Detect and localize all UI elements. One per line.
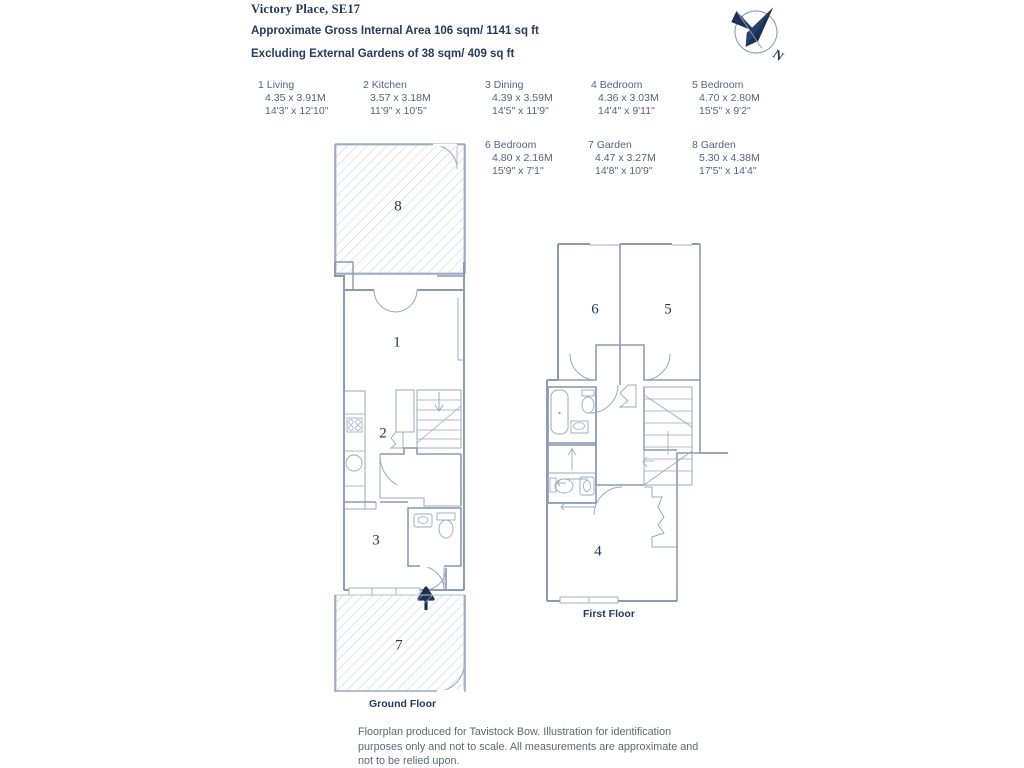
legend-metric-dimensions: 5.30 x 4.38M	[699, 152, 760, 164]
legend-metric-dimensions: 4.80 x 2.16M	[492, 152, 553, 164]
bedroom-4-door-arc	[594, 487, 622, 515]
legend-item-5	[692, 79, 760, 118]
floor-label-ground: Ground Floor	[369, 698, 437, 710]
staircase-ground	[391, 390, 461, 448]
legend-room-name: 1 Living	[258, 79, 295, 91]
legend-imperial-dimensions: 15'5" x 9'2"	[699, 105, 751, 117]
room-number-5: 5	[664, 301, 672, 318]
hallway	[380, 448, 461, 506]
legend-metric-dimensions: 4.39 x 3.59M	[492, 92, 553, 104]
legend-room-name: 6 Bedroom	[485, 139, 537, 151]
bathroom-door-arc	[590, 385, 618, 413]
legend-room-name: 8 Garden	[692, 139, 736, 151]
excluding-gardens-line: Excluding External Gardens of 38 sqm/ 409 sq ft	[251, 48, 515, 60]
legend-room-name: 4 Bedroom	[591, 79, 643, 91]
basin-icon	[414, 514, 432, 527]
hob-icon	[347, 418, 362, 432]
first-floor-plan	[540, 235, 730, 610]
legend-imperial-dimensions: 14'4" x 9'11"	[598, 105, 655, 117]
compass-north-label: N	[770, 46, 787, 64]
legend-room-name: 7 Garden	[588, 139, 632, 151]
dining-rear-doors	[349, 588, 420, 595]
legend-item-3	[485, 79, 553, 118]
wc-room	[408, 508, 461, 590]
room-number-7: 7	[395, 637, 403, 654]
legend-room-name: 3 Dining	[485, 79, 524, 91]
compass-rose-icon	[714, 0, 792, 70]
toilet-icon	[439, 520, 453, 538]
bedroom-partition	[558, 244, 700, 385]
legend-metric-dimensions: 4.47 x 3.27M	[595, 152, 656, 164]
legend-imperial-dimensions: 14'5" x 11'9"	[492, 105, 549, 117]
legend-item-7	[588, 139, 656, 178]
legend-metric-dimensions: 4.36 x 3.03M	[598, 92, 659, 104]
legend-imperial-dimensions: 17'5" x 14'4"	[699, 165, 757, 177]
legend-item-1	[258, 79, 328, 118]
room-number-6: 6	[591, 301, 599, 318]
shower-room	[548, 445, 596, 510]
legend-imperial-dimensions: 11'9" x 10'5"	[370, 105, 427, 117]
legend-item-4	[591, 79, 659, 118]
legend-imperial-dimensions: 14'8" x 10'9"	[595, 165, 653, 177]
kitchen-fixtures	[344, 391, 376, 509]
legend-item-2	[363, 79, 431, 118]
legend-item-8	[692, 139, 760, 178]
bathroom	[548, 387, 624, 443]
room-number-4: 4	[594, 543, 602, 560]
room-number-2: 2	[379, 425, 387, 442]
bedroom-4-recess	[644, 485, 677, 547]
bedroom-4-window	[560, 597, 618, 603]
room-number-1: 1	[393, 334, 401, 351]
legend-metric-dimensions: 3.57 x 3.18M	[370, 92, 431, 104]
first-floor-outline	[547, 244, 728, 601]
sink-icon	[346, 455, 362, 471]
disclaimer-text: Floorplan produced for Tavistock Bow. Illustration for identification purposes only and not to scale. All measurements are approximate and not to be relied upon.	[358, 726, 699, 767]
basin-icon	[580, 477, 594, 495]
legend-metric-dimensions: 4.70 x 2.80M	[699, 92, 760, 104]
legend-room-name: 2 Kitchen	[363, 79, 407, 91]
room-number-8: 8	[394, 198, 402, 215]
house-outline	[335, 262, 464, 590]
toilet-icon	[555, 479, 573, 493]
legend-room-name: 5 Bedroom	[692, 79, 744, 91]
page-title: Victory Place, SE17	[251, 2, 361, 16]
gross-internal-area-line: Approximate Gross Internal Area 106 sqm/ 1141 sq ft	[251, 25, 539, 37]
staircase-first	[643, 387, 692, 485]
room-number-3: 3	[372, 532, 380, 549]
ground-floor-plan	[325, 138, 485, 703]
legend-metric-dimensions: 4.35 x 3.91M	[265, 92, 326, 104]
legend-imperial-dimensions: 14'3" x 12'10"	[265, 105, 329, 117]
legend-item-6	[485, 139, 553, 178]
floor-label-first: First Floor	[583, 608, 635, 620]
legend-imperial-dimensions: 15'9" x 7'1"	[492, 165, 544, 177]
